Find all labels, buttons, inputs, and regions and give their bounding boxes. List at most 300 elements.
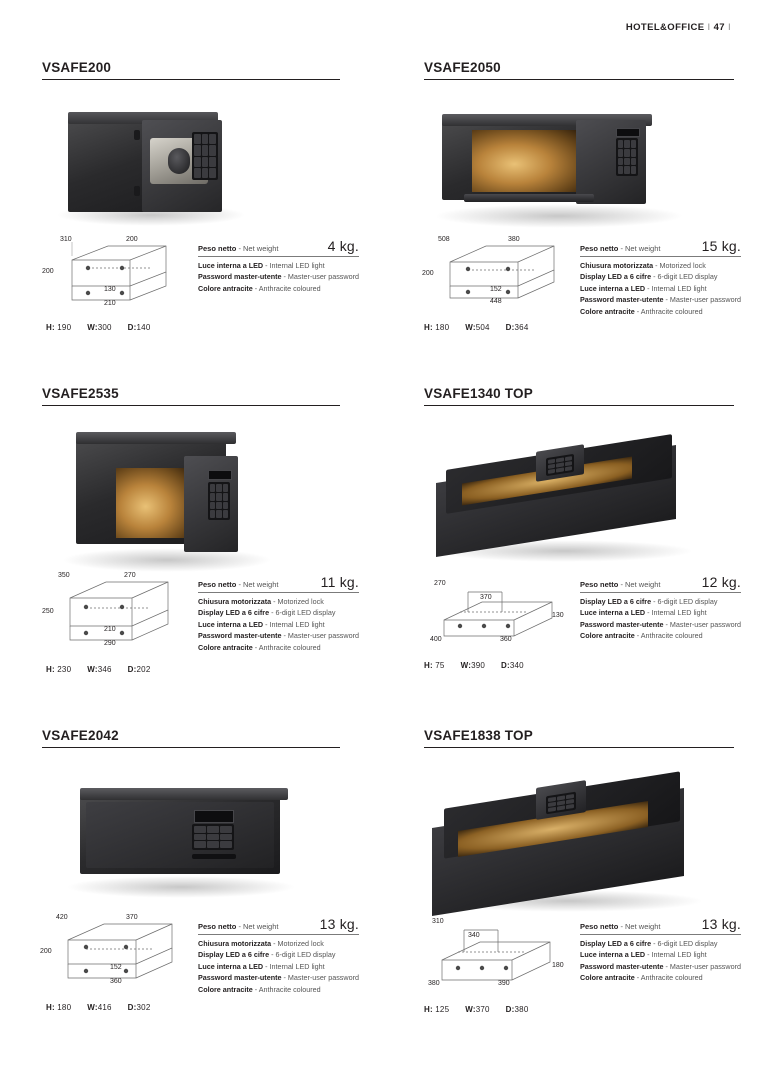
keypad-key[interactable] bbox=[194, 145, 201, 155]
product-row bbox=[0, 386, 764, 674]
spec-row bbox=[198, 984, 359, 995]
drawing-svg bbox=[42, 238, 192, 318]
spec-it: Password master-utente bbox=[580, 295, 664, 305]
keypad-key[interactable] bbox=[202, 168, 209, 178]
spec-it: Display LED a 6 cifre bbox=[580, 939, 652, 948]
weight-label-en: - Net weight bbox=[238, 244, 279, 253]
spec-it: Display LED a 6 cifre bbox=[198, 608, 270, 618]
dim-inner: 180 bbox=[552, 962, 564, 969]
keypad-key[interactable] bbox=[631, 149, 636, 157]
spec-it: Luce interna a LED bbox=[580, 950, 646, 960]
keypad-key[interactable] bbox=[631, 158, 636, 166]
dimension-drawing bbox=[42, 916, 192, 1012]
keypad-key[interactable] bbox=[207, 826, 219, 833]
spec-it: Colore antracite bbox=[198, 283, 253, 293]
keypad-key[interactable] bbox=[624, 166, 629, 174]
drawing-svg bbox=[424, 238, 574, 318]
spec-list bbox=[192, 238, 359, 294]
keypad-key[interactable] bbox=[566, 804, 574, 809]
value-h: 75 bbox=[435, 661, 445, 670]
spec-row bbox=[580, 607, 741, 618]
dim-left: 250 bbox=[42, 608, 54, 615]
spec-it: Colore antracite bbox=[580, 306, 635, 316]
spec-en: - Motorized lock bbox=[273, 939, 324, 948]
overall-dimensions bbox=[424, 1005, 528, 1014]
card-slot bbox=[192, 854, 236, 859]
value-h: 190 bbox=[57, 323, 72, 332]
dim-inner: 130 bbox=[104, 286, 116, 293]
weight-label-en: - Net weight bbox=[238, 922, 279, 931]
lock-dial bbox=[168, 148, 190, 174]
spec-row bbox=[580, 949, 741, 960]
keypad-key[interactable] bbox=[624, 140, 629, 148]
value-w: 416 bbox=[97, 1003, 112, 1012]
spec-en: - 6-digit LED display bbox=[653, 939, 718, 948]
spec-row bbox=[580, 306, 741, 317]
product-title: VSAFE1340 TOP bbox=[424, 386, 533, 401]
spec-it: Colore antracite bbox=[198, 984, 253, 994]
keypad-key[interactable] bbox=[557, 805, 565, 810]
weight-line bbox=[198, 238, 359, 257]
spec-it: Password master-utente bbox=[580, 619, 664, 629]
keypad-key[interactable] bbox=[209, 134, 216, 144]
keypad-key[interactable] bbox=[223, 502, 228, 510]
spec-it: Display LED a 6 cifre bbox=[198, 950, 270, 960]
value-h: 180 bbox=[435, 323, 450, 332]
product-photo-vsafe1838top bbox=[424, 754, 734, 914]
keypad-key[interactable] bbox=[209, 168, 216, 178]
dim-inner: 152 bbox=[490, 286, 502, 293]
keypad-key[interactable] bbox=[194, 134, 201, 144]
photo-shadow bbox=[66, 876, 296, 898]
spec-row bbox=[198, 938, 359, 949]
keypad-key[interactable] bbox=[216, 510, 221, 518]
dim-left: 400 bbox=[430, 636, 442, 643]
title-rule bbox=[424, 79, 734, 80]
keypad-key[interactable] bbox=[202, 157, 209, 167]
keypad[interactable] bbox=[192, 824, 234, 850]
weight-label-en: - Net weight bbox=[620, 580, 661, 589]
product-title: VSAFE2050 bbox=[424, 60, 501, 75]
spec-row bbox=[580, 283, 741, 294]
value-d: 340 bbox=[509, 661, 524, 670]
spec-en: - Master-user password bbox=[665, 619, 741, 629]
product-photo-vsafe1340top bbox=[424, 412, 734, 572]
product-card-vsafe1340top bbox=[382, 386, 764, 670]
dim-top-right: 270 bbox=[124, 572, 136, 579]
overall-dimensions bbox=[46, 1003, 150, 1012]
dim-bottom: 360 bbox=[500, 636, 512, 643]
label-d: D: bbox=[127, 323, 137, 332]
weight-label-it: Peso netto bbox=[198, 922, 237, 931]
product-card-vsafe1838top bbox=[382, 728, 764, 1012]
spec-it: Luce interna a LED bbox=[198, 961, 264, 971]
label-w: W: bbox=[465, 323, 476, 332]
spec-en: - Anthracite coloured bbox=[254, 642, 321, 652]
header-separator-1: I bbox=[707, 22, 711, 33]
label-h: H: bbox=[46, 665, 55, 674]
keypad-key[interactable] bbox=[618, 158, 623, 166]
value-w: 346 bbox=[97, 665, 112, 674]
keypad-key[interactable] bbox=[194, 157, 201, 167]
keypad-key[interactable] bbox=[220, 834, 232, 841]
tech-block bbox=[424, 916, 741, 1014]
overall-dimensions bbox=[424, 661, 524, 670]
dim-inner: 152 bbox=[110, 964, 122, 971]
title-rule bbox=[424, 405, 734, 406]
spec-row bbox=[580, 271, 741, 282]
dim-inner: 130 bbox=[552, 612, 564, 619]
dim-top-left: 270 bbox=[434, 580, 446, 587]
keypad-key[interactable] bbox=[210, 493, 215, 501]
dim-top-left: 350 bbox=[58, 572, 70, 579]
title-rule bbox=[42, 405, 340, 406]
label-d: D: bbox=[127, 665, 137, 674]
dim-top-left: 310 bbox=[432, 918, 444, 925]
spec-row bbox=[198, 283, 359, 294]
keypad-key[interactable] bbox=[216, 484, 221, 492]
keypad-key[interactable] bbox=[210, 502, 215, 510]
weight-label-it: Peso netto bbox=[198, 580, 237, 589]
spec-row bbox=[580, 260, 741, 271]
product-title: VSAFE1838 TOP bbox=[424, 728, 533, 743]
keypad-key[interactable] bbox=[220, 841, 232, 848]
label-h: H: bbox=[424, 1005, 433, 1014]
label-w: W: bbox=[87, 323, 98, 332]
spec-it: Chiusura motorizzata bbox=[198, 597, 272, 606]
keypad-key[interactable] bbox=[210, 484, 215, 492]
spec-it: Password master-utente bbox=[198, 631, 282, 641]
label-h: H: bbox=[46, 323, 55, 332]
value-d: 380 bbox=[514, 1005, 529, 1014]
label-d: D: bbox=[505, 323, 515, 332]
hinge bbox=[134, 186, 140, 196]
spec-en: - 6-digit LED display bbox=[653, 597, 718, 606]
led-display bbox=[616, 128, 640, 137]
spec-en: - Anthracite coloured bbox=[636, 973, 703, 983]
dim-bottom: 290 bbox=[104, 640, 116, 647]
keypad[interactable] bbox=[616, 138, 638, 176]
value-h: 230 bbox=[57, 665, 72, 674]
spec-en: - Anthracite coloured bbox=[636, 306, 703, 316]
tech-block bbox=[422, 236, 741, 334]
product-photo-vsafe200 bbox=[42, 86, 340, 236]
product-title: VSAFE2535 bbox=[42, 386, 119, 401]
spec-en: - Internal LED light bbox=[265, 961, 325, 971]
spec-it: Password master-utente bbox=[580, 961, 664, 971]
spec-en: - Master-user password bbox=[665, 961, 741, 971]
dim-left: 200 bbox=[40, 948, 52, 955]
dimension-drawing bbox=[424, 574, 574, 670]
keypad-key[interactable] bbox=[631, 140, 636, 148]
spec-en: - Master-user password bbox=[665, 295, 741, 305]
dim-top-right: 200 bbox=[126, 236, 138, 243]
value-d: 302 bbox=[136, 1003, 151, 1012]
keypad-key[interactable] bbox=[624, 158, 629, 166]
dimension-drawing bbox=[42, 238, 192, 334]
keypad-key[interactable] bbox=[223, 510, 228, 518]
label-h: H: bbox=[424, 323, 433, 332]
keypad-key[interactable] bbox=[618, 149, 623, 157]
keypad-key[interactable] bbox=[207, 834, 219, 841]
weight-line bbox=[198, 574, 359, 593]
label-h: H: bbox=[424, 661, 433, 670]
spec-it: Display LED a 6 cifre bbox=[580, 597, 652, 606]
keypad-key[interactable] bbox=[223, 493, 228, 501]
keypad-key[interactable] bbox=[624, 149, 629, 157]
photo-shadow bbox=[62, 548, 272, 572]
value-w: 390 bbox=[471, 661, 486, 670]
spec-en: - Internal LED light bbox=[647, 283, 707, 293]
keypad-key[interactable] bbox=[216, 502, 221, 510]
spec-it: Luce interna a LED bbox=[198, 619, 264, 629]
product-card-vsafe2535 bbox=[0, 386, 382, 674]
tech-block bbox=[424, 574, 741, 670]
value-d: 202 bbox=[136, 665, 151, 674]
spec-row bbox=[580, 294, 741, 305]
value-w: 370 bbox=[475, 1005, 490, 1014]
tech-block bbox=[40, 914, 359, 1012]
spec-it: Colore antracite bbox=[580, 973, 635, 983]
dim-bottom: 210 bbox=[104, 300, 116, 307]
spec-row bbox=[580, 972, 741, 983]
keypad-key[interactable] bbox=[202, 134, 209, 144]
dim-top-right: 340 bbox=[468, 932, 480, 939]
spec-it: Display LED a 6 cifre bbox=[580, 272, 652, 282]
spec-it: Luce interna a LED bbox=[198, 261, 264, 270]
weight-value: 4 kg. bbox=[327, 238, 359, 254]
spec-en: - Internal LED light bbox=[265, 619, 325, 629]
dim-top-left: 420 bbox=[56, 914, 68, 921]
page-number: 47 bbox=[713, 22, 725, 33]
spec-row bbox=[198, 260, 359, 271]
dim-top-right: 370 bbox=[480, 594, 492, 601]
spec-list bbox=[574, 238, 741, 317]
spec-row bbox=[198, 271, 359, 282]
product-row bbox=[0, 60, 764, 334]
product-photo-vsafe2535 bbox=[42, 412, 340, 572]
overall-dimensions bbox=[46, 323, 150, 332]
value-d: 140 bbox=[136, 323, 151, 332]
keypad-key[interactable] bbox=[207, 841, 219, 848]
dim-top-right: 380 bbox=[508, 236, 520, 243]
spec-en: - Master-user password bbox=[283, 272, 359, 282]
safe-top-face bbox=[80, 788, 288, 800]
product-row bbox=[0, 728, 764, 1012]
dim-left: 200 bbox=[422, 270, 434, 277]
label-w: W: bbox=[87, 1003, 98, 1012]
keypad-key[interactable] bbox=[565, 466, 572, 471]
overall-dimensions bbox=[46, 665, 150, 674]
spec-en: - Master-user password bbox=[283, 631, 359, 641]
spec-en: - Anthracite coloured bbox=[254, 984, 321, 994]
page-header bbox=[626, 22, 734, 33]
spec-row bbox=[580, 630, 741, 641]
spec-en: - Motorized lock bbox=[655, 261, 706, 270]
spec-en: - 6-digit LED display bbox=[653, 272, 718, 282]
dim-top-right: 370 bbox=[126, 914, 138, 921]
keypad-key[interactable] bbox=[202, 145, 209, 155]
safe-top-face bbox=[76, 432, 236, 444]
drawing-svg bbox=[424, 916, 574, 1000]
safe-door bbox=[86, 802, 274, 868]
weight-value: 13 kg. bbox=[319, 916, 359, 932]
spec-row bbox=[198, 619, 359, 630]
spec-en: - Internal LED light bbox=[265, 261, 325, 270]
spec-it: Password master-utente bbox=[198, 272, 282, 282]
spec-en: - Motorized lock bbox=[273, 597, 324, 606]
safe-interior bbox=[472, 130, 578, 192]
spec-it: Colore antracite bbox=[198, 642, 253, 652]
dimension-drawing bbox=[424, 916, 574, 1012]
overall-dimensions bbox=[424, 323, 528, 332]
spec-en: - Internal LED light bbox=[647, 950, 707, 960]
spec-row bbox=[580, 596, 741, 607]
keypad-key[interactable] bbox=[556, 467, 563, 472]
weight-line bbox=[198, 916, 359, 935]
spec-en: - 6-digit LED display bbox=[271, 608, 336, 618]
spec-it: Luce interna a LED bbox=[580, 608, 646, 618]
product-title: VSAFE200 bbox=[42, 60, 112, 75]
product-photo-vsafe2050 bbox=[424, 86, 734, 236]
label-d: D: bbox=[127, 1003, 137, 1012]
dim-inner: 210 bbox=[104, 626, 116, 633]
spec-row bbox=[198, 596, 359, 607]
label-d: D: bbox=[505, 1005, 515, 1014]
label-w: W: bbox=[465, 1005, 476, 1014]
weight-line bbox=[580, 574, 741, 593]
led-display bbox=[208, 470, 232, 480]
weight-label-it: Peso netto bbox=[198, 244, 237, 253]
spec-row bbox=[198, 961, 359, 972]
title-rule bbox=[42, 79, 340, 80]
weight-value: 13 kg. bbox=[701, 916, 741, 932]
weight-label-it: Peso netto bbox=[580, 244, 619, 253]
keypad-key[interactable] bbox=[209, 145, 216, 155]
spec-row bbox=[580, 938, 741, 949]
dimension-drawing bbox=[424, 238, 574, 334]
dimension-drawing bbox=[42, 572, 192, 674]
spec-list bbox=[574, 916, 741, 984]
product-card-vsafe2050 bbox=[382, 60, 764, 334]
spec-en: - Master-user password bbox=[283, 973, 359, 983]
spec-it: Colore antracite bbox=[580, 631, 635, 641]
dim-left: 380 bbox=[428, 980, 440, 987]
keypad-key[interactable] bbox=[194, 834, 206, 841]
spec-row bbox=[198, 630, 359, 641]
product-card-vsafe200 bbox=[0, 60, 382, 334]
weight-label-en: - Net weight bbox=[238, 580, 279, 589]
value-h: 180 bbox=[57, 1003, 72, 1012]
spec-it: Chiusura motorizzata bbox=[198, 939, 272, 948]
spec-row bbox=[580, 619, 741, 630]
title-rule bbox=[424, 747, 734, 748]
keypad-key[interactable] bbox=[194, 168, 201, 178]
spec-row bbox=[198, 972, 359, 983]
tech-block bbox=[42, 572, 359, 674]
spec-en: - Anthracite coloured bbox=[254, 283, 321, 293]
safe-interior bbox=[116, 468, 190, 538]
keypad-key[interactable] bbox=[618, 140, 623, 148]
product-grid bbox=[0, 60, 764, 1012]
keypad-key[interactable] bbox=[216, 493, 221, 501]
weight-value: 12 kg. bbox=[701, 574, 741, 590]
keypad-key[interactable] bbox=[223, 484, 228, 492]
value-w: 504 bbox=[475, 323, 490, 332]
spec-row bbox=[198, 607, 359, 618]
spec-it: Chiusura motorizzata bbox=[580, 261, 654, 270]
dim-top-left: 310 bbox=[60, 236, 72, 243]
keypad-key[interactable] bbox=[548, 469, 555, 474]
spec-en: - Internal LED light bbox=[647, 608, 707, 618]
drawing-svg bbox=[42, 916, 192, 1000]
dim-top-left: 508 bbox=[438, 236, 450, 243]
keypad-key[interactable] bbox=[220, 826, 232, 833]
photo-shadow bbox=[434, 204, 684, 228]
label-w: W: bbox=[460, 661, 472, 670]
weight-value: 15 kg. bbox=[701, 238, 741, 254]
spec-it: Luce interna a LED bbox=[580, 283, 646, 293]
drawing-svg bbox=[42, 574, 192, 658]
spec-list bbox=[574, 574, 741, 642]
dim-left: 200 bbox=[42, 268, 54, 275]
header-separator-2: I bbox=[727, 22, 731, 33]
label-h: H: bbox=[46, 1003, 55, 1012]
keypad-key[interactable] bbox=[194, 841, 206, 848]
spec-row bbox=[198, 642, 359, 653]
spec-list bbox=[192, 916, 359, 995]
label-w: W: bbox=[87, 665, 98, 674]
keypad-key[interactable] bbox=[209, 157, 216, 167]
header-brand: HOTEL&OFFICE bbox=[625, 22, 705, 33]
dim-bottom: 360 bbox=[110, 978, 122, 985]
weight-line bbox=[580, 238, 741, 257]
weight-label-en: - Net weight bbox=[620, 244, 661, 253]
safe-base-shelf bbox=[464, 194, 594, 202]
led-display bbox=[194, 810, 234, 823]
weight-label-it: Peso netto bbox=[580, 580, 619, 589]
keypad[interactable] bbox=[192, 132, 218, 180]
spec-row bbox=[580, 961, 741, 972]
keypad-key[interactable] bbox=[548, 807, 556, 812]
keypad-key[interactable] bbox=[194, 826, 206, 833]
weight-line bbox=[580, 916, 741, 935]
weight-label-it: Peso netto bbox=[580, 922, 619, 931]
value-w: 300 bbox=[97, 323, 112, 332]
product-photo-vsafe2042 bbox=[42, 754, 340, 914]
weight-value: 11 kg. bbox=[320, 574, 359, 590]
keypad-key[interactable] bbox=[210, 510, 215, 518]
dim-bottom: 448 bbox=[490, 298, 502, 305]
spec-row bbox=[198, 949, 359, 960]
tech-block bbox=[42, 236, 359, 334]
hinge bbox=[134, 130, 140, 140]
spec-en: - 6-digit LED display bbox=[271, 950, 336, 960]
product-title: VSAFE2042 bbox=[42, 728, 119, 743]
value-d: 364 bbox=[514, 323, 529, 332]
dim-bottom: 390 bbox=[498, 980, 510, 987]
keypad[interactable] bbox=[208, 482, 230, 520]
spec-it: Password master-utente bbox=[198, 973, 282, 983]
keypad-key[interactable] bbox=[631, 166, 636, 174]
label-d: D: bbox=[501, 661, 510, 670]
spec-list bbox=[192, 574, 359, 653]
weight-label-en: - Net weight bbox=[620, 922, 661, 931]
spec-en: - Anthracite coloured bbox=[636, 631, 703, 641]
keypad-key[interactable] bbox=[618, 166, 623, 174]
value-h: 125 bbox=[435, 1005, 450, 1014]
title-rule bbox=[42, 747, 340, 748]
